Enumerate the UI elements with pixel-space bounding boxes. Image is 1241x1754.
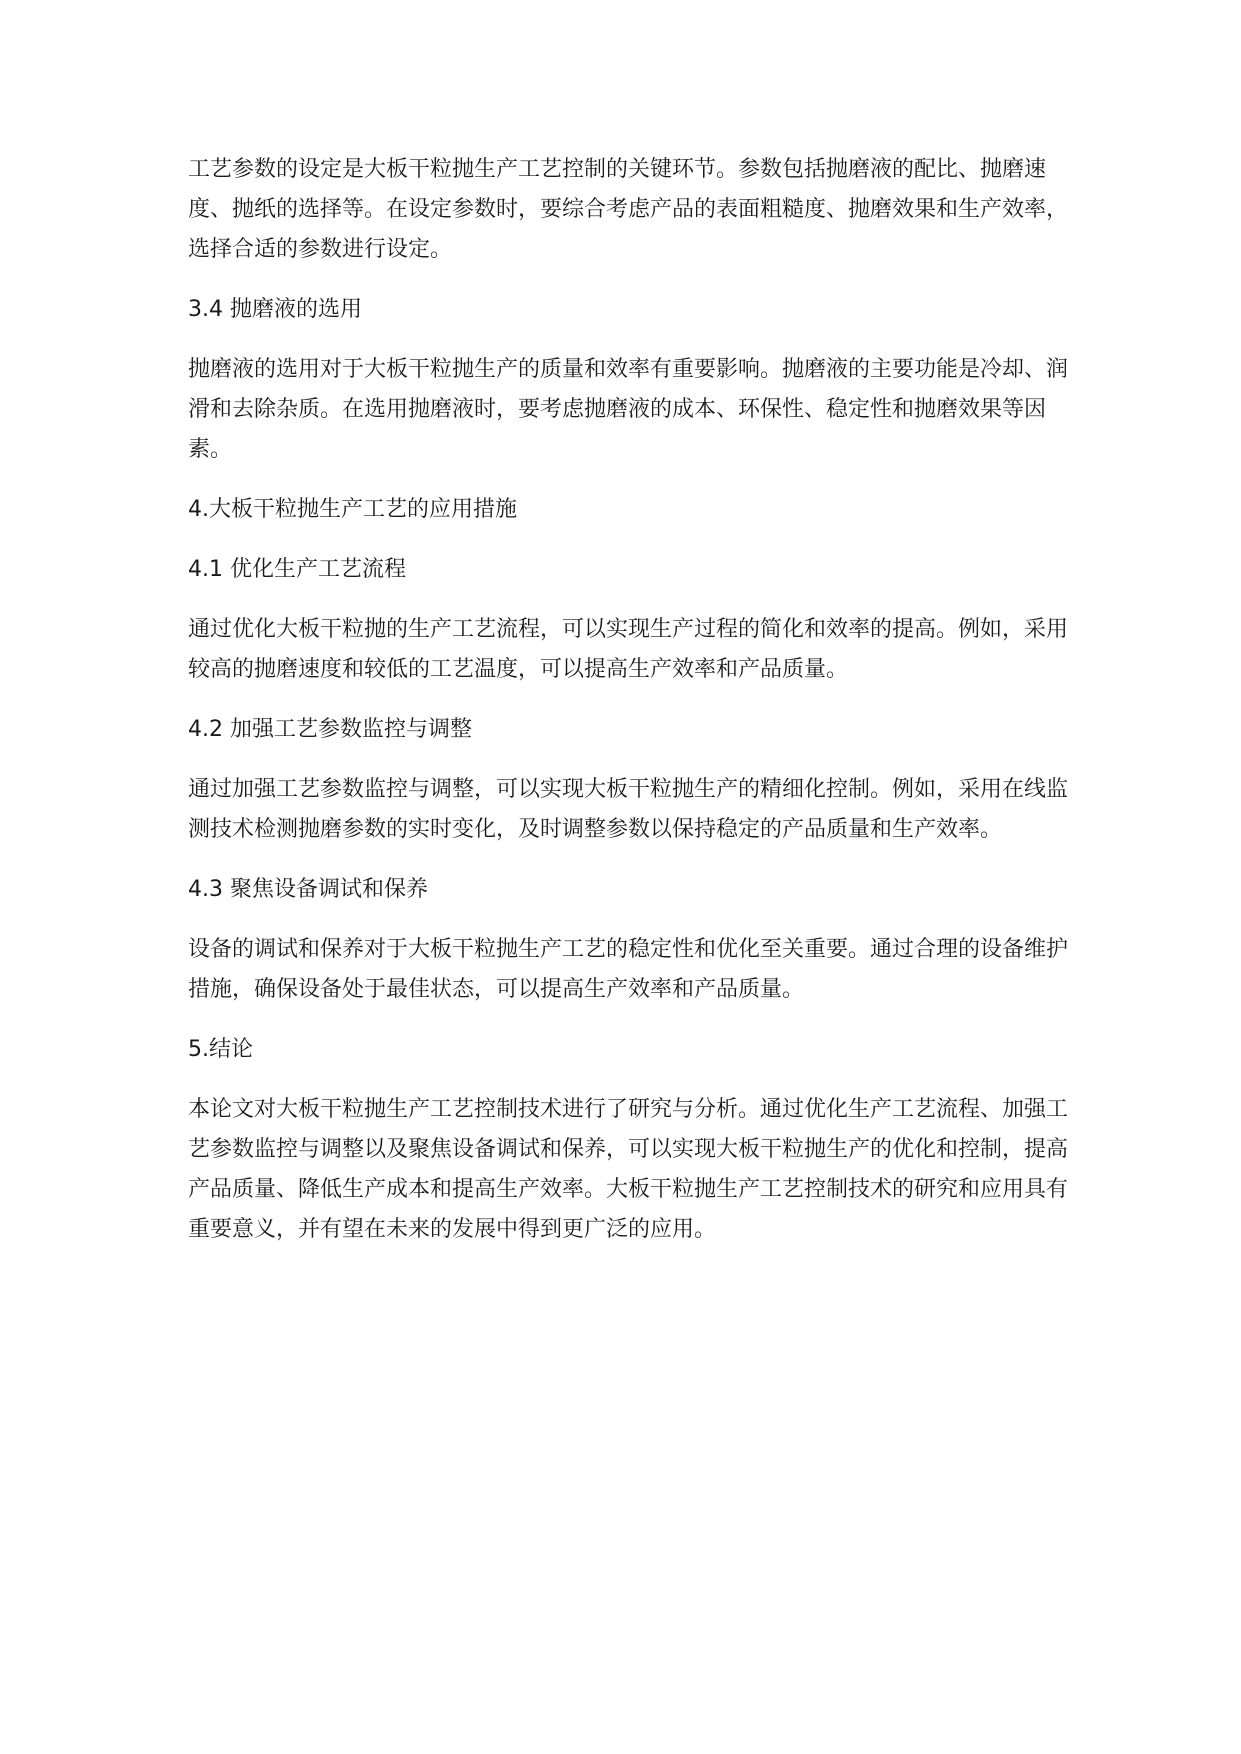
document-page <box>188 150 1088 1270</box>
heading-4-3: 4.3 聚焦设备调试和保养 <box>188 877 428 902</box>
paragraph-equipment-maintenance: 设备的调试和保养对于大板干粒抛生产工艺的稳定性和优化至关重要。通过合理的设备维护措施，确保设备处于最佳状态，可以提高生产效率和产品质量。 <box>188 937 1069 1002</box>
heading-4-2: 4.2 加强工艺参数监控与调整 <box>188 717 472 742</box>
paragraph-conclusion: 本论文对大板干粒抛生产工艺控制技术进行了研究与分析。通过优化生产工艺流程、加强工艺参数监控与调整以及聚焦设备调试和保养，可以实现大板干粒抛生产的优化和控制，提高产品质量、降低生产成本和提高生产效率。大板干粒抛生产工艺控制技术的研究和应用具有重要意义，并有望在未来的发展中得到更广泛的应用。 <box>188 1097 1069 1242</box>
paragraph-polishing-fluid: 抛磨液的选用对于大板干粒抛生产的质量和效率有重要影响。抛磨液的主要功能是冷却、润滑和去除杂质。在选用抛磨液时，要考虑抛磨液的成本、环保性、稳定性和抛磨效果等因素。 <box>188 357 1069 462</box>
heading-5: 5.结论 <box>188 1037 253 1062</box>
heading-3-4: 3.4 抛磨液的选用 <box>188 297 362 322</box>
heading-4-1: 4.1 优化生产工艺流程 <box>188 557 406 582</box>
paragraph-parameter-setting: 工艺参数的设定是大板干粒抛生产工艺控制的关键环节。参数包括抛磨液的配比、抛磨速度、抛纸的选择等。在设定参数时，要综合考虑产品的表面粗糙度、抛磨效果和生产效率，选择合适的参数进行设定。 <box>188 157 1069 262</box>
paragraph-parameter-monitoring: 通过加强工艺参数监控与调整，可以实现大板干粒抛生产的精细化控制。例如，采用在线监测技术检测抛磨参数的实时变化，及时调整参数以保持稳定的产品质量和生产效率。 <box>188 777 1069 842</box>
paragraph-optimize-process: 通过优化大板干粒抛的生产工艺流程，可以实现生产过程的简化和效率的提高。例如，采用较高的抛磨速度和较低的工艺温度，可以提高生产效率和产品质量。 <box>188 617 1069 682</box>
heading-4: 4.大板干粒抛生产工艺的应用措施 <box>188 497 517 522</box>
